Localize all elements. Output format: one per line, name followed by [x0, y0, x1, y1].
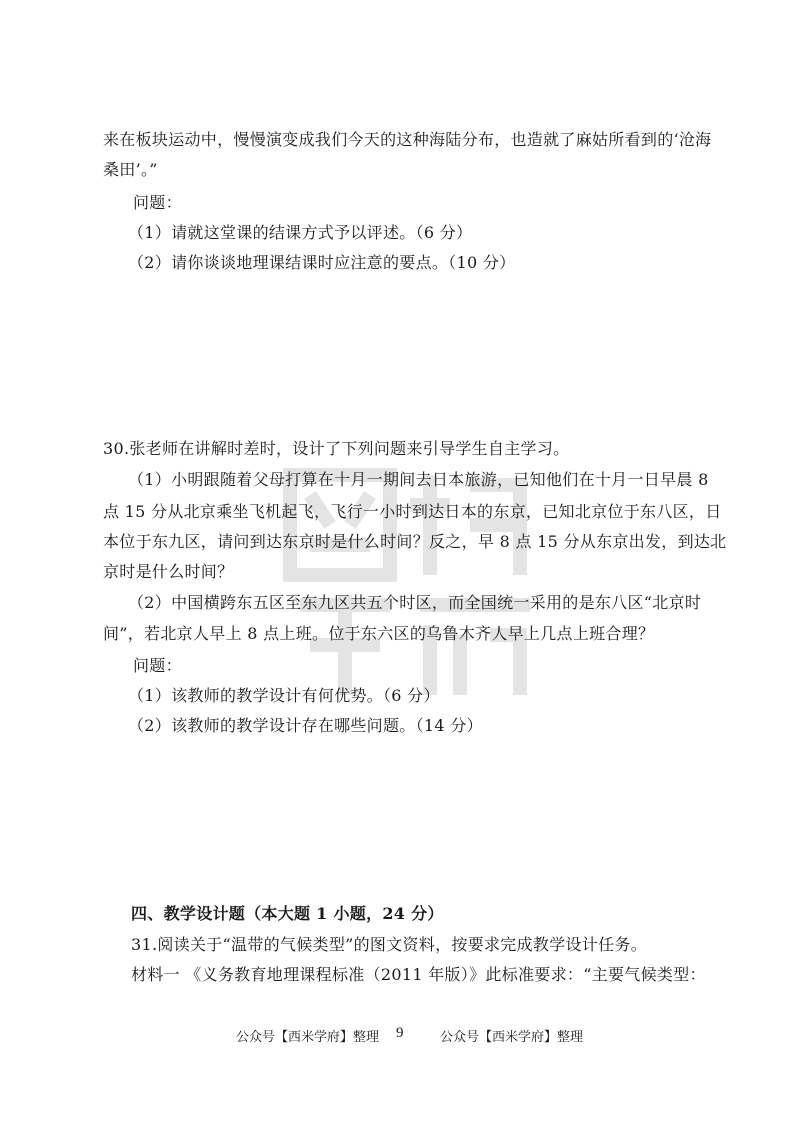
- text-line: 间”，若北京人早上 8 点上班。位于东六区的乌鲁木齐人早上几点上班合理？: [103, 624, 655, 643]
- text-line: 京时是什么时间？: [103, 562, 234, 581]
- text-line: （2）中国横跨东五区至东九区共五个时区，而全国统一采用的是东八区“北京时: [128, 593, 702, 612]
- text-line: （1）小明跟随着父母打算在十月一期间去日本旅游，已知他们在十月一日早晨 8: [128, 470, 709, 489]
- footer-left-text: 公众号【西米学府】整理: [236, 1030, 380, 1045]
- text-line: 来在板块运动中，慢慢演变成我们今天的这种海陆分布，也造就了麻姑所看到的‘沧海: [103, 130, 712, 149]
- text-line: 桑田’。”: [103, 160, 158, 179]
- question-heading: 30.张老师在讲解时差时，设计了下列问题来引导学生自主学习。: [103, 439, 570, 458]
- text-line: 材料一 《义务教育地理课程标准（2011 年版）》此标准要求：“主要气候类型：: [131, 965, 706, 984]
- question-item: （1）请就这堂课的结课方式予以评述。（6 分）: [128, 223, 473, 242]
- question-heading: 31.阅读关于“温带的气候类型”的图文资料，按要求完成教学设计任务。: [131, 935, 648, 954]
- question-label: 问题：: [133, 656, 182, 675]
- section-heading: 四、教学设计题（本大题 1 小题，24 分）: [131, 904, 444, 923]
- question-item: （2）该教师的教学设计存在哪些问题。（14 分）: [128, 716, 483, 735]
- watermark-logo: [280, 465, 540, 705]
- question-label: 问题：: [133, 193, 182, 212]
- footer-right-text: 公众号【西米学府】整理: [440, 1030, 584, 1045]
- question-item: （2）请你谈谈地理课结课时应注意的要点。（10 分）: [128, 253, 516, 272]
- text-line: 点 15 分从北京乘坐飞机起飞，飞行一小时到达日本的东京，已知北京位于东八区，日: [103, 502, 722, 521]
- question-item: （1）该教师的教学设计有何优势。（6 分）: [128, 686, 440, 705]
- text-line: 本位于东九区，请问到达东京时是什么时间？反之，早 8 点 15 分从东京出发，到达北: [103, 532, 727, 551]
- page-number: 9: [396, 1025, 404, 1041]
